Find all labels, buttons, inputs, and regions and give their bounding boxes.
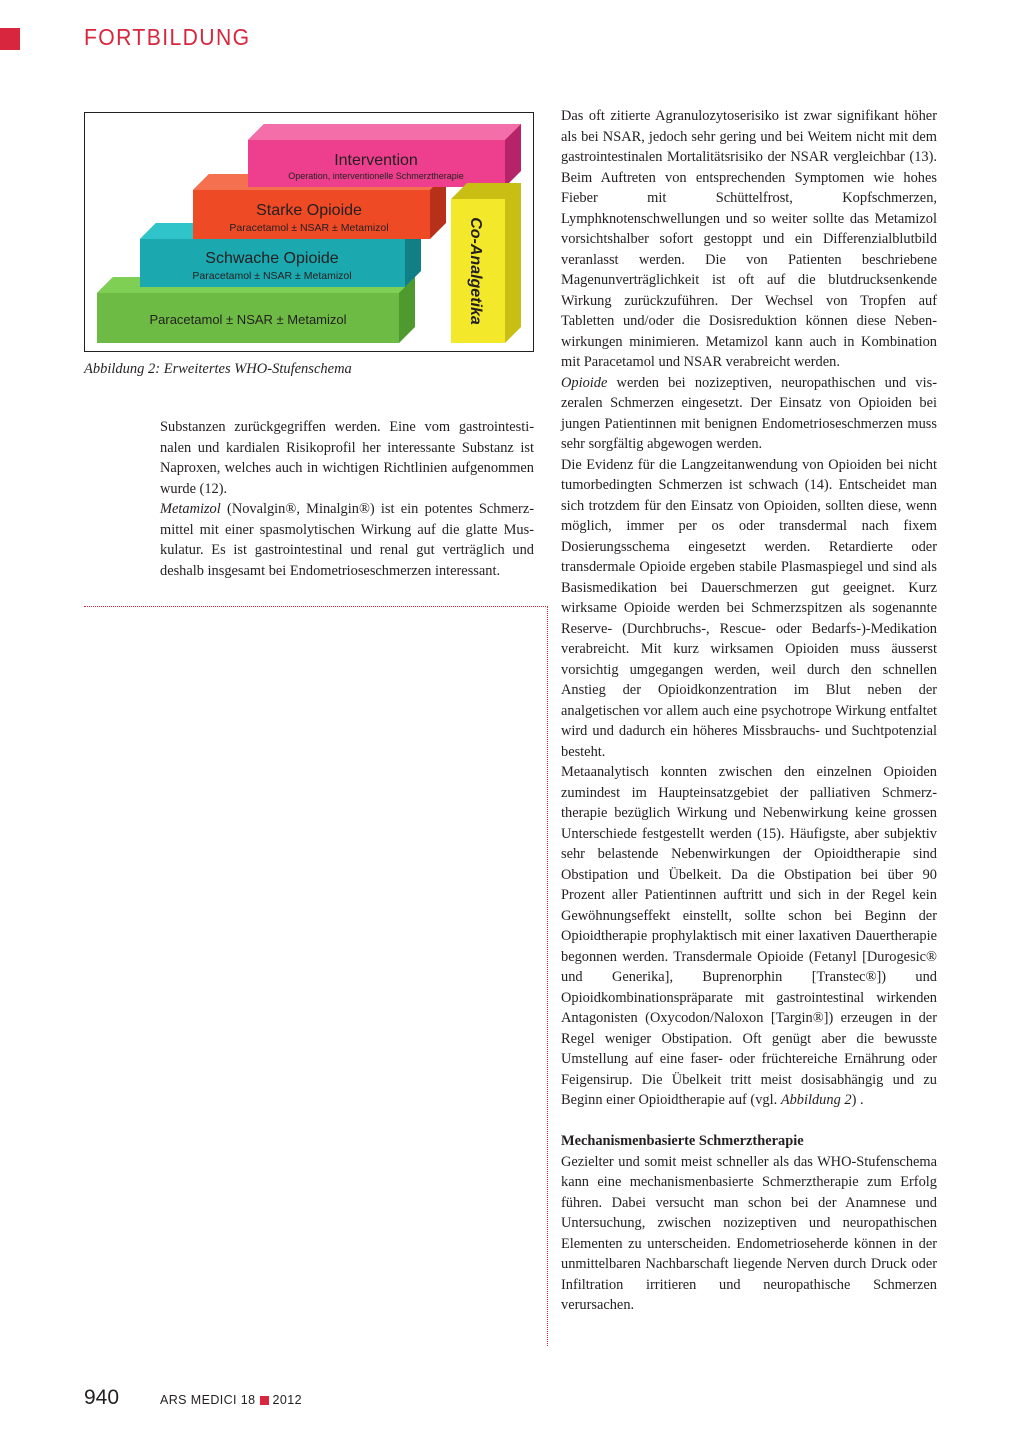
magazine-year: 2012 — [272, 1393, 302, 1407]
who-ladder-figure — [84, 112, 534, 352]
step-1-title: Intervention — [334, 152, 418, 169]
opioide-lead: Opioide — [561, 374, 608, 391]
dotted-divider-vertical — [547, 606, 548, 1346]
right-paragraph-2: Opioide werden bei nozizeptiven, neuropathischen und viszeralen Schmerzen eingesetzt. Der Einsatz von Opioiden bei jungen Patientinnen mit benignen Endometrioseschmerzen muss sehr sorgfältig abgewogen werden. — [561, 374, 937, 452]
left-paragraph-1: Substanzen zurückgegriffen werden. Eine vom gastrointestinalen und kardialen Risikoprofil her interessante Substanz ist Naproxen, welches auch in wichtigen Richtlinien aufgenommen wurde (12). — [160, 419, 534, 497]
right-paragraph-3: Die Evidenz für die Langzeitanwendung von Opioiden bei nicht tumorbedingten Schmerzen ist schwach (14). Entscheidet man sich trotzdem für den Einsatz von Opioiden, sollten diese, wenn möglich, immer per os oder transdermal nach fixem Dosierungsschema eingesetzt werden. Retardierte oder transdermale Opioide ergeben stabile Plasmaspiegel und sind als Basismedikation bei Dauerschmerzen gut geeignet. Kurz wirksame Opioide werden bei Schmerzspitzen als sogenannte Reserve- (Durchbruchs-, Rescue- oder Bedarfs-)-Medikation verabreicht. Mit kurz wirksamen Opioiden muss äusserst vorsichtig umgegangen werden, weil durch den schnellen Anstieg der Opioidkonzentration im Blut neben der analgetischen vor allem auch eine psychotrope Wirkung entfaltet wird und dadurch ein höheres Missbrauchs- und Suchtpotenzial besteht. — [561, 456, 937, 760]
who-ladder-diagram — [85, 113, 532, 350]
right-paragraph-4: Metaanalytisch konnten zwischen den einzelnen Opioiden zumindest im Haupteinsatzgebiet der palliativen Schmerztherapie bezüglich Wirkung und Nebenwirkung keine grossen Unterschiede festgestellt werden (15). Häufigste, aber subjektiv sehr belastende Nebenwirkungen der Opioidtherapie sind Obstipation und Übelkeit. Da die Obstipation bei über 90 Prozent aller Patientinnen auftritt und sich in der Regel kein Gewöhnungseffekt einstellt, sollte schon bei Beginn der Opioidtherapie prophylaktisch mit einer laxativen Dauertherapie begonnen werden. Transdermale Opioide (Fetanyl [Durogesic® und Generika], Buprenorphin [Transtec®]) und Opioidkombinationspräparate mit gastrointestinal wirkenden Antagonisten (Oxycodon/Naloxon [Targin®]) erzeugen in der Regel weniger Obstipation. Oft genügt aber die bewusste Umstellung auf eine faser- oder früchtereiche Ernährung oder Feigensirup. Die Übelkeit tritt meist dosisabhängig und zu Beginn einer Opioidtherapie auf (vgl. Abbildung 2) . — [561, 764, 937, 1108]
step-1-subtitle: Operation, interventionelle Schmerztherapie — [288, 171, 464, 181]
metamizol-lead: Metamizol — [160, 501, 221, 517]
step-4-subtitle: Paracetamol ± NSAR ± Metamizol — [149, 312, 347, 327]
section-title: FORTBILDUNG — [84, 24, 251, 50]
left-column — [160, 417, 534, 581]
right-paragraph-5: Gezielter und somit meist schneller als das WHO-Stufenschema kann eine mechanismenbasierte Schmerztherapie zum Erfolg führen. Dabei versucht man schon bei der Anamnese und Untersuchung, zwischen nozizeptiven und neuropathischen Elementen zu unterscheiden. Endometrioseherde können in der unmittelbaren Nachbarschaft liegende Nerven durch Druck oder Infiltration irritieren und neuropathische Schmerzen verursachen. — [561, 1153, 937, 1313]
figure-caption: Abbildung 2: Erweitertes WHO-Stufenschema — [84, 361, 352, 377]
right-paragraph-1: Das oft zitierte Agranulozytoserisiko ist zwar signifikant höher als bei NSAR, jedoch sehr gering und bei Weitem nicht mit dem gastrointestinalen Mortalitätsrisiko der NSAR vergleichbar (13). Beim Auftreten von entsprechenden Symptomen wie hohes Fieber mit Schüttelfrost, Kopfschmerzen, Lymphknotenschwellungen und so weiter sollte das Metamizol vorsichtshalber sofort gestoppt und ein Differenzialblutbild veranlasst werden. Die von Patienten beschriebene Magenunverträglichkeit ist oft auf die blutdrucksenkende Wirkung zurückzuführen. Der Wechsel von Tropfen auf Tabletten und/oder die Dosisreduktion können diese Nebenwirkungen minimieren. Metamizol kann auch in Kombination mit Paracetamol und NSAR verabreicht werden. — [561, 108, 937, 370]
section-marker — [0, 28, 20, 50]
co-analgetika-label: Co-Analgetika — [467, 217, 484, 325]
step-2-subtitle: Paracetamol ± NSAR ± Metamizol — [229, 222, 389, 234]
magazine-title: ARS MEDICI 18 — [160, 1393, 256, 1407]
step-2-title: Starke Opioide — [256, 202, 362, 219]
step-3-title: Schwache Opioide — [205, 250, 339, 267]
left-paragraph-2: Metamizol (Novalgin®, Minalgin®) ist ein potentes Schmerzmittel mit einer spasmolytischen Wirkung auf die glatte Muskulatur. Es ist gastrointestinal und renal gut verträglich und deshalb insgesamt bei Endometrioseschmerzen interessant. — [160, 501, 534, 579]
step-3-subtitle: Paracetamol ± NSAR ± Metamizol — [192, 270, 352, 282]
figure-reference: Abbildung 2 — [780, 1092, 852, 1108]
right-column — [561, 106, 937, 1316]
section-heading: Mechanismenbasierte Schmerztherapie — [561, 1133, 804, 1149]
footer-square — [260, 1396, 269, 1405]
magazine-footer — [160, 1393, 302, 1407]
page-number: 940 — [84, 1386, 120, 1409]
dotted-divider-horizontal — [84, 606, 546, 607]
